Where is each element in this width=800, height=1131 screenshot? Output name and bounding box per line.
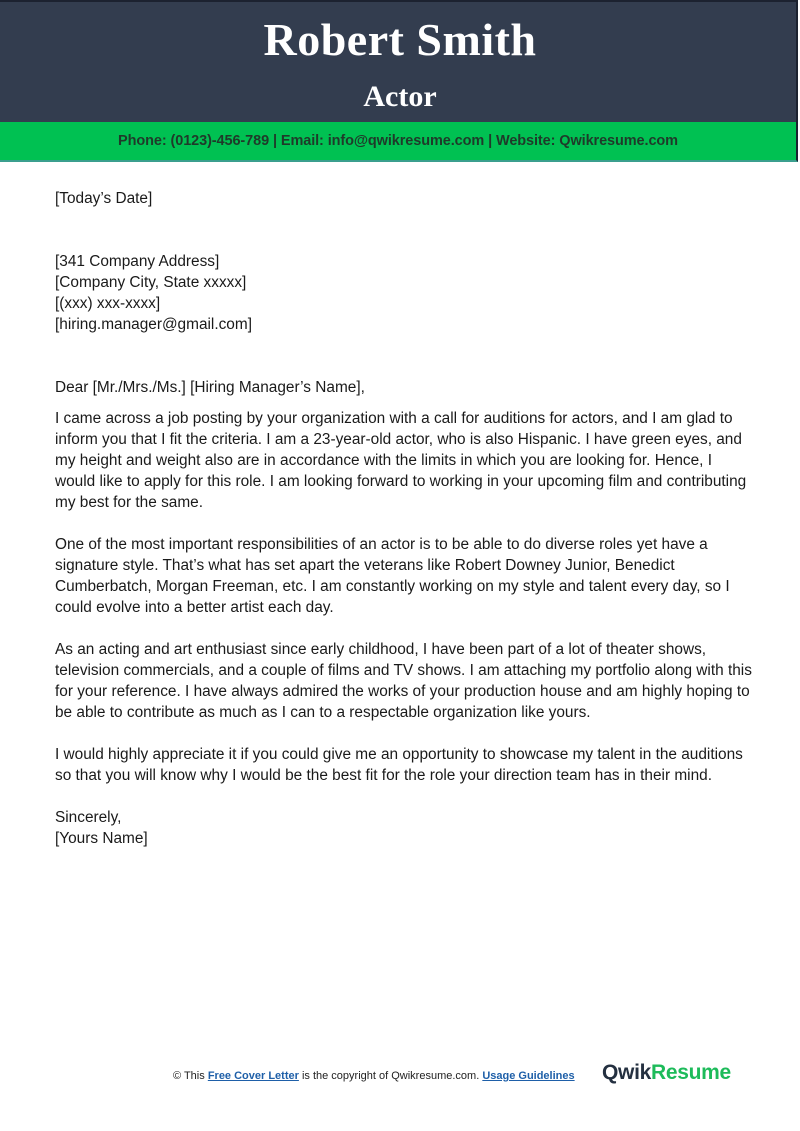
- applicant-job-title: Actor: [363, 80, 437, 113]
- logo-resume: Resume: [650, 1061, 731, 1084]
- recipient-email: [hiring.manager@gmail.com]: [55, 316, 252, 333]
- body-paragraph-4: I would highly appreciate it if you could give me an opportunity to showcase my talent in the auditions so that you will know why I would be the best fit for the role your direction team has in their mind.: [55, 746, 743, 784]
- recipient-block: [55, 251, 755, 335]
- body-paragraph-2: One of the most important responsibilities of an actor is to be able to do diverse roles yet have a signature style. That’s what has set apart the veterans like Robert Downey Junior, Benedict Cumberbatch, Morgan Freeman, etc. I am constantly working on my style and talent every day, so I could evolve into a better artist each day.: [55, 536, 730, 616]
- signature: [Yours Name]: [55, 830, 148, 847]
- header-banner: [0, 0, 798, 122]
- body-paragraph-1: I came across a job posting by your organization with a call for auditions for actors, and I am glad to inform you that I fit the criteria. I am a 23-year-old actor, who is also Hispanic. I have green eyes, and my height and weight also are in accordance with the limits in which you are looking for. Hence, I would like to apply for this role. I am looking forward to working in your upcoming film and contributing my best for the same.: [55, 410, 747, 511]
- copyright-notice: [173, 1070, 575, 1082]
- letter-body: [55, 188, 755, 849]
- copyright-prefix: © This: [173, 1070, 208, 1082]
- usage-guidelines-link[interactable]: Usage Guidelines: [482, 1070, 575, 1082]
- logo-qwik: Qwik: [602, 1061, 651, 1084]
- contact-info: Phone: (0123)-456-789 | Email: info@qwikresume.com | Website: Qwikresume.com: [118, 133, 678, 149]
- footer: [0, 1061, 800, 1090]
- recipient-city-state: [Company City, State xxxxx]: [55, 274, 247, 291]
- qwikresume-logo[interactable]: [602, 1061, 731, 1085]
- recipient-address: [341 Company Address]: [55, 253, 220, 270]
- letter-date: [Today’s Date]: [55, 190, 153, 207]
- applicant-name: Robert Smith: [263, 14, 537, 65]
- closing: Sincerely,: [55, 809, 122, 826]
- copyright-middle: is the copyright of Qwikresume.com.: [298, 1070, 483, 1082]
- recipient-phone: [(xxx) xxx-xxxx]: [55, 295, 161, 312]
- salutation: Dear [Mr./Mrs./Ms.] [Hiring Manager’s Name],: [55, 379, 365, 396]
- free-cover-letter-link[interactable]: Free Cover Letter: [207, 1070, 299, 1082]
- body-paragraph-3: As an acting and art enthusiast since early childhood, I have been part of a lot of theater shows, television commercials, and a couple of films and TV shows. I am attaching my portfolio along with this for your reference. I have always admired the works of your production house and am highly hoping to be able to contribute as much as I can to a respectable organization like yours.: [55, 641, 752, 721]
- contact-bar: [0, 122, 798, 162]
